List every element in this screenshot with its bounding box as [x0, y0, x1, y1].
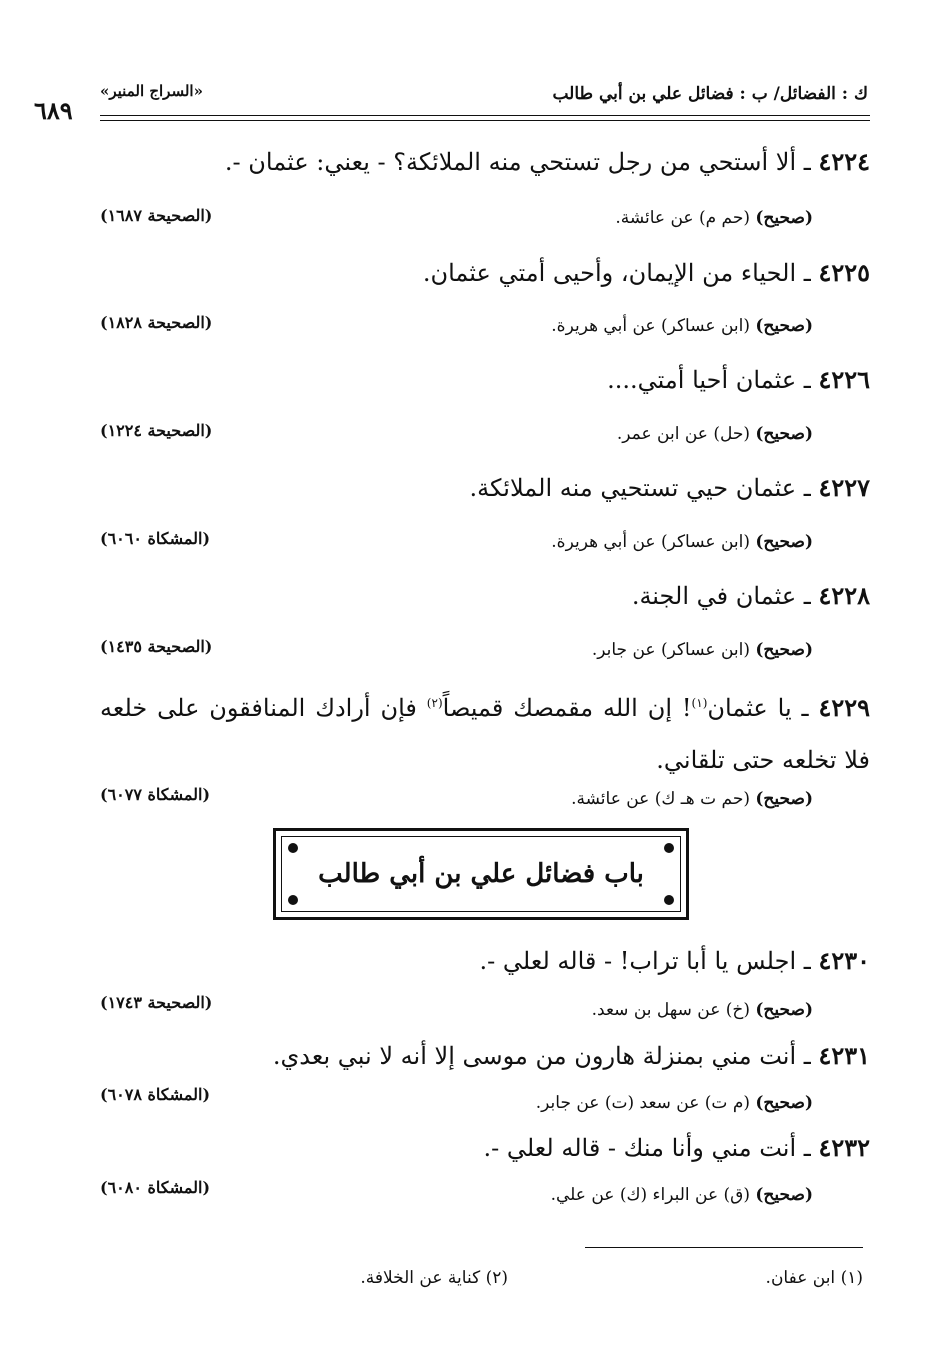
hadith-body: فإن أرادك المنافقون على خلعه فلا تخلعه حتى تلقاني.	[100, 694, 870, 774]
hadith-source	[592, 1000, 813, 1020]
hadith-source	[551, 316, 813, 336]
footnote-marker[interactable]: (١)	[691, 696, 708, 710]
header-rule	[100, 120, 870, 121]
hadith-number: ٤٢٢٨	[818, 581, 870, 610]
hadith-source	[592, 640, 813, 660]
footnote	[360, 1268, 508, 1288]
chapter-title: باب فضائل علي بن أبي طالب	[318, 859, 644, 889]
hadith-number: ٤٢٣٠	[818, 946, 870, 975]
hadith-body: أنت مني وأنا منك - قاله لعلي -.	[483, 1134, 797, 1162]
chapter-heading-frame	[273, 828, 689, 920]
hadith-narrator: (ابن عساكر) عن جابر.	[591, 640, 750, 660]
hadith-reference: (الصحيحة ١٧٤٣)	[100, 993, 213, 1012]
hadith-narrator: (حم م) عن عائشة.	[615, 208, 750, 228]
footnote-label: (١)	[840, 1268, 863, 1288]
hadith-dash: ـ	[796, 148, 819, 176]
footnote-text: ابن عفان.	[765, 1268, 836, 1288]
hadith-text	[470, 462, 870, 514]
hadith-body: عثمان في الجنة.	[631, 582, 797, 610]
hadith-reference: (الصحيحة ١٢٢٤)	[100, 421, 213, 440]
ornament-dot	[664, 843, 674, 853]
hadith-reference: (الصحيحة ١٤٣٥)	[100, 637, 213, 656]
hadith-reference: (الصحيحة ١٦٨٧)	[100, 206, 213, 225]
hadith-narrator: (حم ت هـ ك) عن عائشة.	[571, 789, 750, 809]
hadith-grade: (صحيح)	[755, 1000, 813, 1020]
hadith-number: ٤٢٢٩	[818, 693, 871, 722]
hadith-dash: ـ	[796, 1134, 819, 1162]
hadith-number: ٤٢٣٢	[818, 1133, 870, 1162]
hadith-source	[617, 424, 813, 444]
chapter-heading-inner-frame	[281, 836, 681, 912]
hadith-dash: ـ	[791, 694, 819, 722]
hadith-dash: ـ	[796, 1042, 819, 1070]
hadith-source	[615, 208, 813, 228]
hadith-narrator: (خ) عن سهل بن سعد.	[591, 1000, 750, 1020]
ornament-dot	[288, 895, 298, 905]
hadith-body: يا عثمان	[707, 694, 792, 722]
hadith-text	[483, 1122, 870, 1174]
hadith-grade: (صحيح)	[755, 1185, 813, 1205]
page-number: ٦٨٩	[34, 96, 73, 125]
hadith-number: ٤٢٢٤	[818, 147, 870, 176]
hadith-narrator: (حل) عن ابن عمر.	[616, 424, 750, 444]
hadith-text	[423, 247, 870, 299]
hadith-number: ٤٢٢٧	[818, 473, 870, 502]
hadith-grade: (صحيح)	[755, 532, 813, 552]
hadith-body: ألا أستحي من رجل تستحي منه الملائكة؟ - يعني: عثمان -.	[224, 148, 797, 176]
hadith-dash: ـ	[796, 474, 819, 502]
hadith-grade: (صحيح)	[755, 316, 813, 336]
hadith-grade: (صحيح)	[755, 789, 813, 809]
ornament-dot	[664, 895, 674, 905]
hadith-source	[551, 1185, 813, 1205]
hadith-text	[100, 677, 870, 786]
hadith-body: عثمان أحيا أمتي....	[607, 366, 797, 394]
hadith-narrator: (ابن عساكر) عن أبي هريرة.	[551, 316, 750, 336]
hadith-reference: (المشكاة ٦٠٧٧)	[100, 785, 211, 804]
header-chapter-title: ك : الفضائل/ ب : فضائل علي بن أبي طالب	[552, 84, 868, 104]
footnote-marker[interactable]: (٢)	[426, 696, 443, 710]
hadith-body: أنت مني بمنزلة هارون من موسى إلا أنه لا نبي بعدي.	[272, 1042, 797, 1070]
hadith-body: الحياء من الإيمان، وأحيى أمتي عثمان.	[422, 259, 797, 287]
hadith-grade: (صحيح)	[755, 640, 813, 660]
hadith-text	[225, 136, 870, 188]
hadith-dash: ـ	[796, 259, 819, 287]
hadith-text	[632, 570, 870, 622]
hadith-number: ٤٢٢٦	[818, 365, 870, 394]
hadith-grade: (صحيح)	[755, 208, 813, 228]
footnote-label: (٢)	[485, 1268, 508, 1288]
hadith-narrator: (ابن عساكر) عن أبي هريرة.	[551, 532, 750, 552]
hadith-text	[480, 935, 870, 987]
hadith-narrator: (ق) عن البراء (ك) عن علي.	[550, 1185, 750, 1205]
running-header	[100, 84, 868, 112]
ornament-dot	[288, 843, 298, 853]
hadith-source	[551, 532, 813, 552]
hadith-reference: (المشكاة ٦٠٨٠)	[100, 1178, 211, 1197]
header-rule	[100, 115, 870, 116]
hadith-text	[273, 1030, 870, 1082]
hadith-text	[607, 354, 870, 406]
hadith-dash: ـ	[796, 582, 819, 610]
hadith-dash: ـ	[796, 366, 819, 394]
footnote-separator	[585, 1247, 863, 1248]
footnote-text: كناية عن الخلافة.	[360, 1268, 481, 1288]
hadith-body: ! إن الله مقمصك قميصاً	[442, 694, 692, 722]
hadith-number: ٤٢٣١	[818, 1041, 870, 1070]
hadith-source	[571, 789, 813, 809]
hadith-reference: (الصحيحة ١٨٢٨)	[100, 313, 213, 332]
hadith-number: ٤٢٢٥	[818, 258, 870, 287]
hadith-reference: (المشكاة ٦٠٧٨)	[100, 1085, 211, 1104]
hadith-grade: (صحيح)	[755, 1093, 813, 1113]
hadith-body: عثمان حيي تستحيي منه الملائكة.	[469, 474, 797, 502]
hadith-narrator: (م ت) عن سعد (ت) عن جابر.	[535, 1093, 750, 1113]
hadith-reference: (المشكاة ٦٠٦٠)	[100, 529, 211, 548]
footnote	[766, 1268, 863, 1288]
hadith-source	[536, 1093, 813, 1113]
hadith-body: اجلس يا أبا تراب! - قاله لعلي -.	[479, 947, 797, 975]
header-book-title: «السراج المنير»	[100, 82, 203, 100]
hadith-grade: (صحيح)	[755, 424, 813, 444]
hadith-dash: ـ	[796, 947, 819, 975]
